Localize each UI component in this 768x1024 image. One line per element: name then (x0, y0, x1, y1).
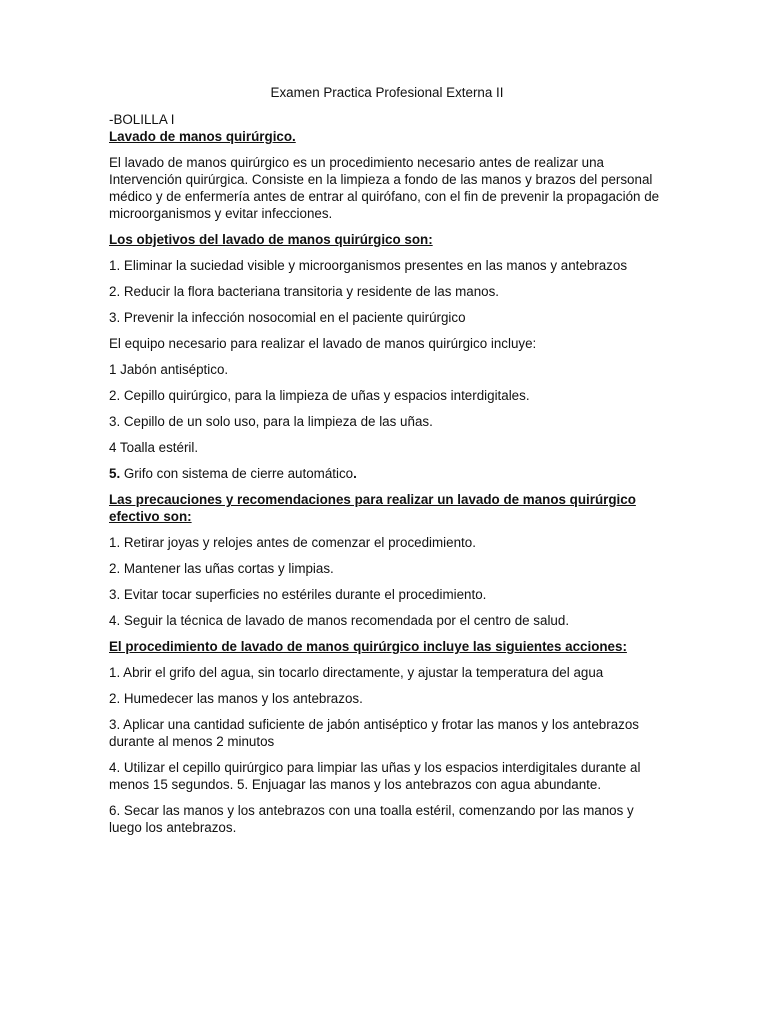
document-page (109, 84, 665, 845)
precaution-item: 2. Mantener las uñas cortas y limpias. (109, 561, 334, 576)
objective-item: 1. Eliminar la suciedad visible y microorganismos presentes en las manos y antebrazos (109, 258, 628, 273)
equipment-intro: El equipo necesario para realizar el lavado de manos quirúrgico incluye: (109, 336, 537, 351)
procedure-heading: El procedimiento de lavado de manos quirúrgico incluye las siguientes acciones: (109, 639, 627, 654)
precaution-item: 4. Seguir la técnica de lavado de manos recomendada por el centro de salud. (109, 613, 570, 628)
intro-paragraph: El lavado de manos quirúrgico es un procedimiento necesario antes de realizar una Intervención quirúrgica. Consiste en la limpieza a fondo de las manos y brazos del personal médico y de enfermería antes de entrar al quirófano, con el fin de prevenir la propagación de microorganismos y evitar infecciones. (109, 155, 660, 221)
bolilla-label: -BOLILLA I (109, 112, 175, 127)
precautions-heading: Las precauciones y recomendaciones para realizar un lavado de manos quirúrgico efectivo son: (109, 492, 636, 524)
equipment-item: 2. Cepillo quirúrgico, para la limpieza de uñas y espacios interdigitales. (109, 388, 530, 403)
procedure-step: 1. Abrir el grifo del agua, sin tocarlo directamente, y ajustar la temperatura del agua (109, 665, 604, 680)
precaution-item: 1. Retirar joyas y relojes antes de comenzar el procedimiento. (109, 535, 476, 550)
objective-item: 2. Reducir la flora bacteriana transitoria y residente de las manos. (109, 284, 500, 299)
equipment-item: 1 Jabón antiséptico. (109, 362, 229, 377)
procedure-step: 4. Utilizar el cepillo quirúrgico para limpiar las uñas y los espacios interdigitales durante al menos 15 segundos. 5. Enjuagar las manos y los antebrazos con agua abundante. (109, 760, 641, 792)
equipment-item: 3. Cepillo de un solo uso, para la limpieza de las uñas. (109, 414, 433, 429)
procedure-step: 2. Humedecer las manos y los antebrazos. (109, 691, 363, 706)
equipment-last-number: 5. (109, 466, 121, 481)
equipment-last-period: . (353, 466, 357, 481)
section-title: Lavado de manos quirúrgico. (109, 129, 296, 144)
equipment-item: 4 Toalla estéril. (109, 440, 199, 455)
precaution-item: 3. Evitar tocar superficies no estériles durante el procedimiento. (109, 587, 487, 602)
equipment-item-last (109, 465, 665, 482)
equipment-last-text: Grifo con sistema de cierre automático (120, 466, 354, 481)
objectives-heading: Los objetivos del lavado de manos quirúrgico son: (109, 232, 433, 247)
document-title: Examen Practica Profesional Externa II (270, 85, 504, 100)
objective-item: 3. Prevenir la infección nosocomial en el paciente quirúrgico (109, 310, 466, 325)
procedure-step: 3. Aplicar una cantidad suficiente de jabón antiséptico y frotar las manos y los antebrazos durante al menos 2 minutos (109, 717, 639, 749)
procedure-step: 6. Secar las manos y los antebrazos con una toalla estéril, comenzando por las manos y luego los antebrazos. (109, 803, 634, 835)
